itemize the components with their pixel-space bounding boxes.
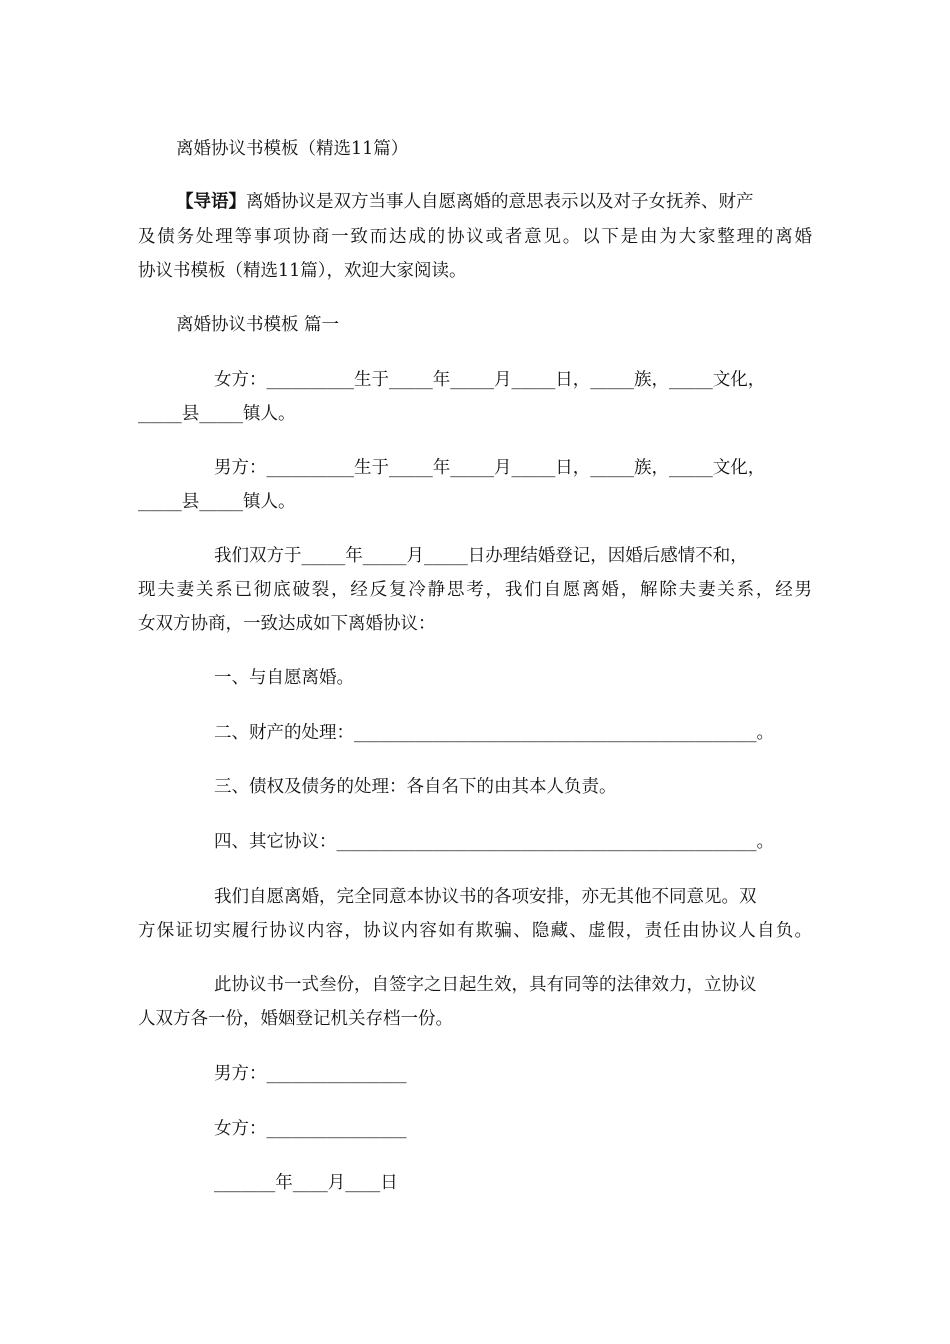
intro-text-1: 离婚协议是双方当事人自愿离婚的意思表示以及对子女抚养、财产 <box>246 192 754 212</box>
clause-2: 二、财产的处理：______________________________________________。 <box>214 723 774 743</box>
intro-label: 【导语】 <box>176 192 246 212</box>
copies-line-1: 此协议书一式叁份，自签字之日起生效，具有同等的法律效力，立协议 <box>214 975 757 995</box>
document-title: 离婚协议书模板（精选11篇） <box>176 139 409 159</box>
intro-line-3: 协议书模板（精选11篇），欢迎大家阅读。 <box>138 261 467 281</box>
consent-line-2: 方保证切实履行协议内容，协议内容如有欺骗、隐藏、虚假，责任由协议人自负。 <box>138 921 812 941</box>
marriage-line-2: 现夫妻关系已彻底破裂，经反复冷静思考，我们自愿离婚，解除夫妻关系，经男 <box>138 580 812 600</box>
clause-1: 一、与自愿离婚。 <box>214 668 354 688</box>
marriage-line-3: 女双方协商，一致达成如下离婚协议： <box>138 614 436 634</box>
clause-3: 三、债权及债务的处理：各自名下的由其本人负责。 <box>214 777 617 797</box>
male-signature: 男方：________________ <box>214 1064 407 1084</box>
signing-date: _______年____月____日 <box>214 1173 398 1193</box>
female-line-1: 女方：__________生于_____年_____月_____日，_____族，_____文化， <box>214 370 766 390</box>
marriage-line-1: 我们双方于_____年_____月_____日办理结婚登记，因婚后感情不和， <box>214 546 748 566</box>
male-line-1: 男方：__________生于_____年_____月_____日，_____族，_____文化， <box>214 458 766 478</box>
female-line-2: _____县_____镇人。 <box>138 404 296 424</box>
section-title: 离婚协议书模板 篇一 <box>176 315 340 335</box>
copies-line-2: 人双方各一份，婚姻登记机关存档一份。 <box>138 1009 453 1029</box>
clause-4: 四、其它协议：________________________________________________。 <box>214 832 774 852</box>
intro-line-2: 及债务处理等事项协商一致而达成的协议或者意见。以下是由为大家整理的离婚 <box>138 227 812 247</box>
male-line-2: _____县_____镇人。 <box>138 492 296 512</box>
consent-line-1: 我们自愿离婚，完全同意本协议书的各项安排，亦无其他不同意见。双 <box>214 887 757 907</box>
intro-line-1 <box>176 189 754 215</box>
female-signature: 女方：________________ <box>214 1119 407 1139</box>
